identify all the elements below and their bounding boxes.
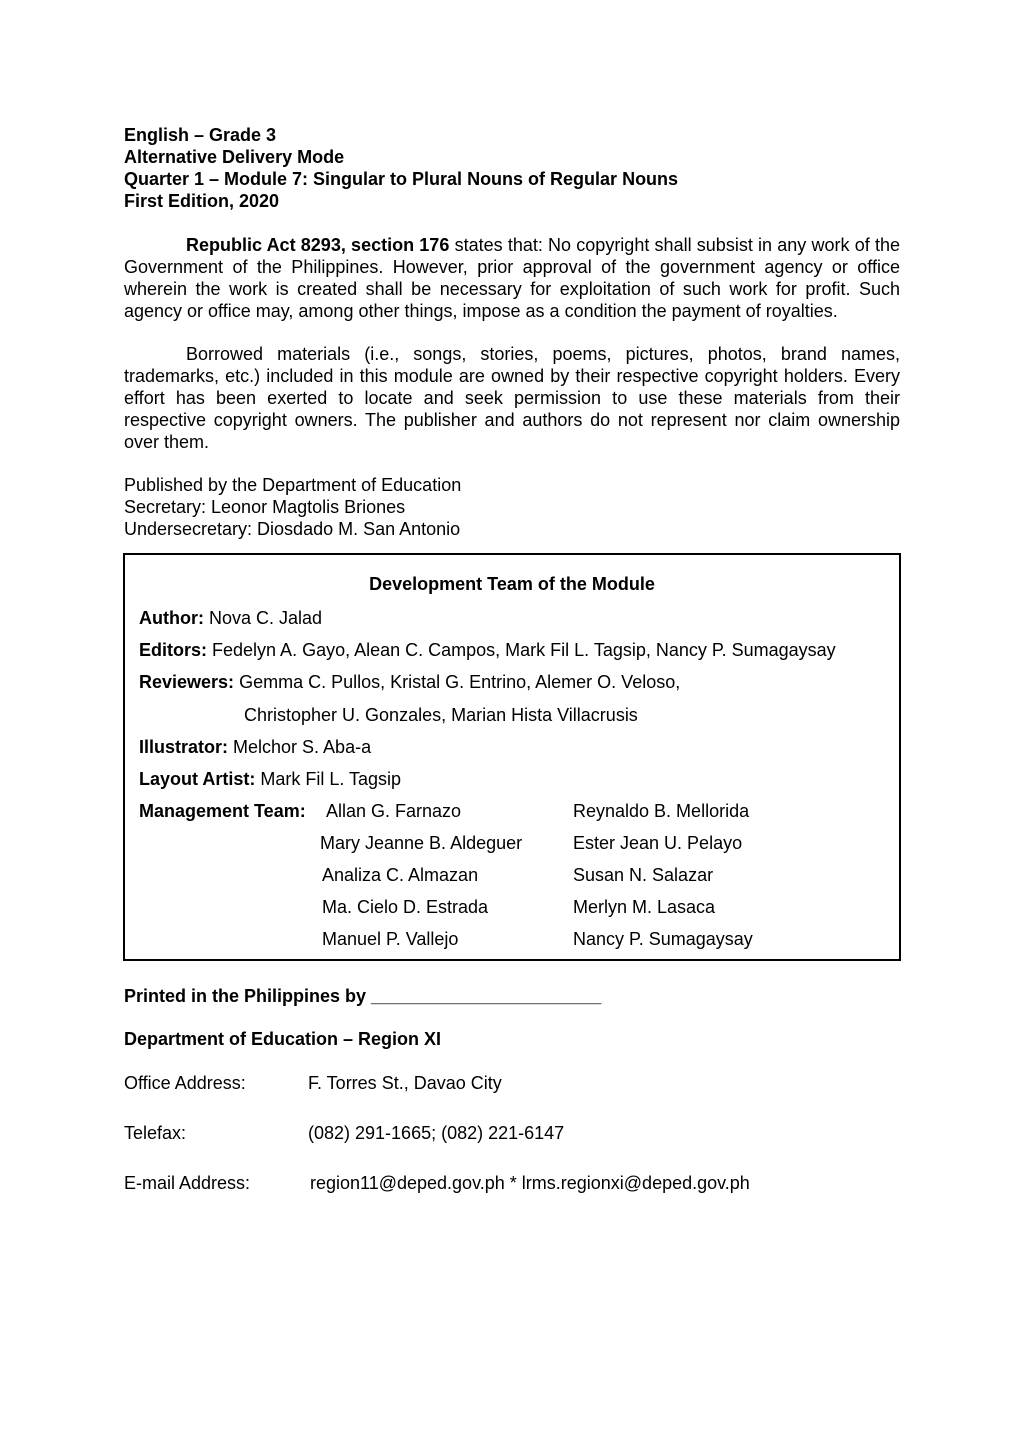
management-name: Manuel P. Vallejo [322,929,459,949]
management-name: Ma. Cielo D. Estrada [322,897,489,917]
author-label: Author: [139,608,204,628]
office-address-label: Office Address: [124,1073,246,1093]
copyright-text: states that: No copyright shall subsist in any work of the Government of the Philippines. However, prior approval of the government agency or office wherein the work is created shall be necessary for exploitation of such work for profit. Such agency or office may, among other things, impose as a condition the payment of royalties. [124,235,901,321]
editors-value: Fedelyn A. Gayo, Alean C. Campos, Mark Fil L. Tagsip, Nancy P. Sumagaysay [207,640,836,660]
email-value: region11@deped.gov.ph * lrms.regionxi@deped.gov.ph [310,1173,750,1193]
management-name: Nancy P. Sumagaysay [573,929,753,949]
reviewers-row [139,671,680,693]
printed-line: Printed in the Philippines by _______________________ [124,986,602,1006]
layout-artist-value: Mark Fil L. Tagsip [255,769,402,789]
secretary-line: Secretary: Leonor Magtolis Briones [124,497,406,517]
illustrator-label: Illustrator: [139,737,229,757]
publisher-line: Published by the Department of Education [124,475,462,495]
author-value: Nova C. Jalad [203,608,323,628]
editors-row [139,639,836,661]
management-label-row [139,800,306,822]
team-title: Development Team of the Module [369,574,655,594]
reviewers-row-2 [244,704,638,726]
undersecretary-line: Undersecretary: Diosdado M. San Antonio [124,519,461,539]
illustrator-row [139,736,371,758]
borrowed-text: Borrowed materials (i.e., songs, stories, poems, pictures, photos, brand names, trademarks, etc.) included in this module are owned by their respective copyright holders. Every effort has been exerted to locate and seek permission to use these materials from their respective copyright owners. The publisher and authors do not represent nor claim ownership over them. [124,344,900,452]
reviewers-label: Reviewers: [139,672,235,692]
management-name: Mary Jeanne B. Aldeguer [320,833,523,853]
copyright-lead: Republic Act 8293, section 176 [186,235,450,255]
reviewers-value: Gemma C. Pullos, Kristal G. Entrino, Alemer O. Veloso, [234,672,681,692]
author-row [139,607,322,629]
management-name: Merlyn M. Lasaca [573,897,716,917]
illustrator-value: Melchor S. Aba-a [228,737,372,757]
management-name: Reynaldo B. Mellorida [573,801,750,821]
edition: First Edition, 2020 [124,191,280,211]
email-label: E-mail Address: [124,1173,251,1193]
header-block [124,124,900,212]
editors-label: Editors: [139,640,208,660]
telefax-value: (082) 291-1665; (082) 221-6147 [308,1123,565,1143]
management-name: Analiza C. Almazan [322,865,479,885]
telefax-label: Telefax: [124,1123,187,1143]
management-label: Management Team: [139,801,306,821]
development-team-box [123,553,901,961]
management-name: Susan N. Salazar [573,865,714,885]
copyright-paragraph [124,234,900,322]
publisher-block [124,474,900,540]
borrowed-paragraph [124,343,900,453]
office-address-value: F. Torres St., Davao City [308,1073,502,1093]
reviewers-value-2: Christopher U. Gonzales, Marian Hista Villacrusis [244,705,638,725]
module-title: Quarter 1 – Module 7: Singular to Plural Nouns of Regular Nouns [124,169,679,189]
region-heading: Department of Education – Region XI [124,1029,442,1049]
layout-artist-row [139,768,401,790]
delivery-mode: Alternative Delivery Mode [124,147,345,167]
management-name: Ester Jean U. Pelayo [573,833,743,853]
layout-artist-label: Layout Artist: [139,769,256,789]
management-name: Allan G. Farnazo [326,801,462,821]
subject-grade: English – Grade 3 [124,125,277,145]
